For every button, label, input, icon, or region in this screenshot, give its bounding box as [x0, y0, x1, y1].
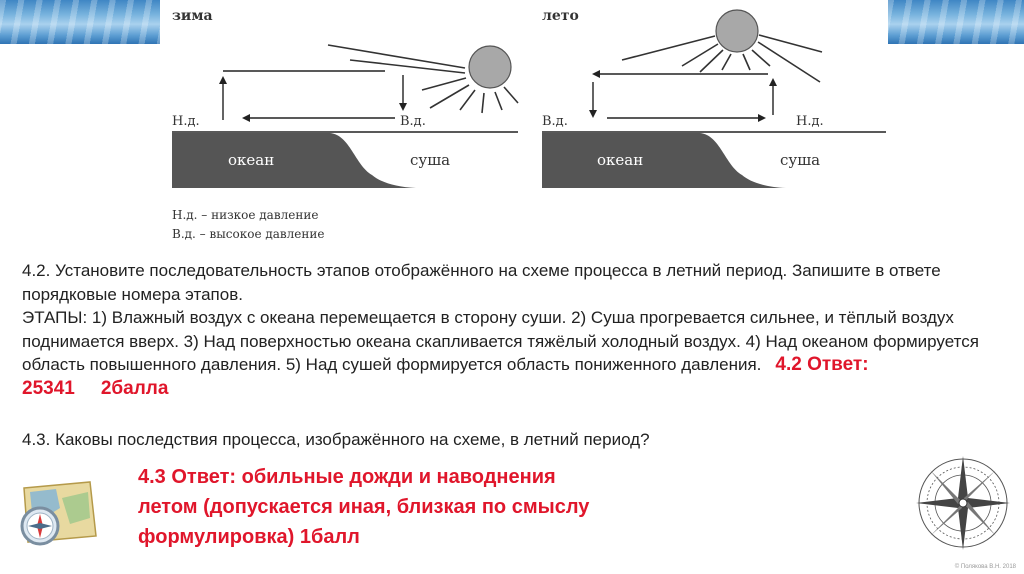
- task-4-2-stages: [22, 306, 1012, 400]
- task-4-3-answer-line3: формулировка) 1балл: [138, 526, 360, 548]
- task-4-3-answer-line2: летом (допускается иная, близкая по смыслу: [138, 496, 590, 518]
- task-4-3-answer: [138, 462, 678, 552]
- task-4-2-answer: 4.2 Ответ: 25341: [22, 354, 869, 399]
- summer-down-arrowhead: [589, 110, 597, 118]
- winter-bottom-arrowhead: [242, 114, 250, 122]
- task-4-3-question: 4.3. Каковы последствия процесса, изображённого на схеме, в летний период?: [22, 430, 650, 449]
- winter-ocean-label: океан: [228, 151, 275, 169]
- decorative-wave-left: [0, 0, 160, 44]
- summer-label-right: Н.д.: [796, 114, 824, 129]
- summer-up-arrowhead: [769, 78, 777, 86]
- summer-sun: [716, 10, 758, 52]
- summer-ocean: [542, 133, 786, 188]
- task-4-2-points: 2балла: [100, 377, 169, 399]
- winter-sun: [469, 46, 511, 88]
- legend-high-pressure: В.д. – высокое давление: [172, 227, 325, 241]
- winter-down-arrowhead: [399, 103, 407, 111]
- winter-diagram: [172, 8, 518, 188]
- monsoon-diagram: [160, 0, 890, 250]
- copyright: © Полякова В.Н. 2018: [954, 564, 1016, 570]
- task-4-2: [22, 259, 1012, 400]
- map-compass-icon: [10, 478, 100, 548]
- decorative-wave-right: [888, 0, 1024, 44]
- winter-label-left: Н.д.: [172, 114, 200, 129]
- task-4-2-stages-text: ЭТАПЫ: 1) Влажный воздух с океана перемещается в сторону суши. 2) Суша прогревается сильнее, и тёплый воздух поднимается вверх. 3) Над поверхностью океана скапливается тяжёлый холодный воздух. 4) Над океаном формируется область повышенного давления. 5) Над сушей формируется область пониженного давления.: [22, 308, 979, 374]
- winter-land-label: суша: [410, 151, 451, 169]
- summer-bottom-arrowhead: [758, 114, 766, 122]
- summer-title: лето: [542, 8, 579, 24]
- winter-ocean: [172, 133, 416, 188]
- task-4-3-answer-line1: 4.3 Ответ: обильные дожди и наводнения: [138, 466, 556, 488]
- winter-label-right: В.д.: [400, 114, 426, 129]
- compass-rose-icon: [908, 448, 1018, 558]
- winter-title: зима: [172, 8, 213, 24]
- summer-top-arrowhead: [592, 70, 600, 78]
- summer-label-left: В.д.: [542, 114, 568, 129]
- summer-land-label: суша: [780, 151, 821, 169]
- legend-low-pressure: Н.д. – низкое давление: [172, 208, 319, 222]
- winter-up-arrowhead: [219, 76, 227, 84]
- task-4-2-question: 4.2. Установите последовательность этапов отображённого на схеме процесса в летний период. Запишите в ответе порядковые номера этапов.: [22, 261, 941, 304]
- summer-ocean-label: океан: [597, 151, 644, 169]
- summer-diagram: [542, 8, 886, 188]
